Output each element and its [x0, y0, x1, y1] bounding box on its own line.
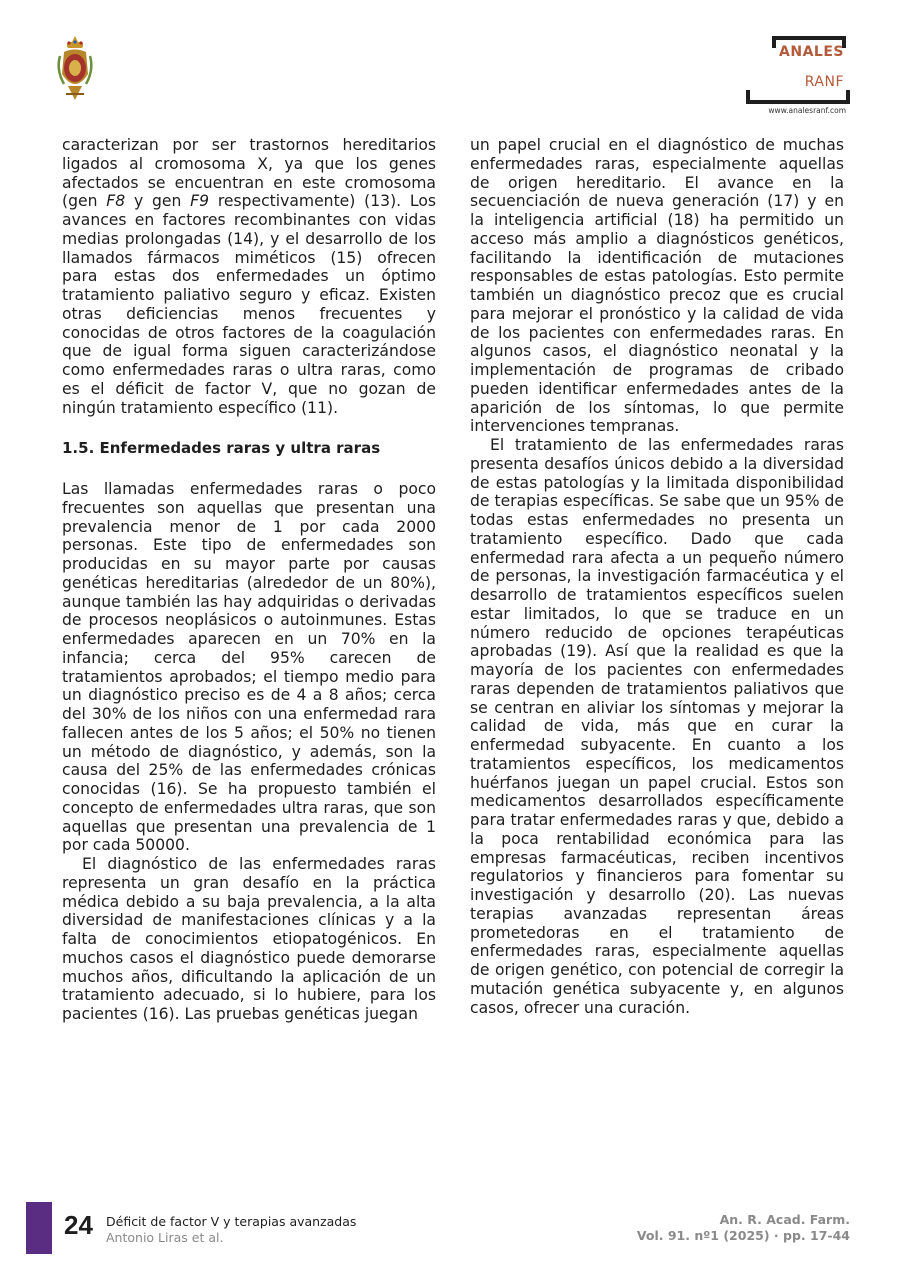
gene-name: F8 [106, 192, 126, 211]
journal-logo [742, 36, 850, 118]
running-authors: Antonio Liras et al. [106, 1230, 224, 1245]
academy-crest-logo [54, 34, 96, 106]
paragraph: Las llamadas enfermedades raras o poco frecuentes son aquellas que presentan una prevalencia menor de 1 por cada 2000 personas. Este tipo de enfermedades son producidas en su mayor parte por causas genéticas hereditarias (alrededor de un 80%), aunque también las hay adquiridas o derivadas de procesos neoplásicos o autoinmunes. Estas enfermedades aparecen en un 70% en la infancia; cerca del 95% carecen de tratamientos aprobados; el tiempo medio para un diagnóstico preciso es de 4 a 8 años; cerca del 30% de los niños con una enfermedad rara fallecen antes de los 5 años; el 50% no tienen un método de diagnóstico, y además, son la causa del 25% de las enfermedades crónicas conocidas (16). Se ha propuesto también el concepto de enfermedades ultra raras, que son aquellas que presentan una prevalencia de 1 por cada 50000. [62, 480, 436, 855]
paragraph: El tratamiento de las enfermedades raras presenta desafíos únicos debido a la diversidad de estas patologías y la limitada disponibilidad de terapias específicas. Se sabe que un 95% de todas estas enfermedades no presenta un tratamiento específico. Dado que cada enfermedad rara afecta a un pequeño número de personas, la investigación farmacéutica y el desarrollo de tratamientos específicos suelen estar limitados, lo que se traduce en un número reducido de opciones terapéuticas aprobadas (19). Así que la realidad es que la mayoría de los pacientes con enfermedades raras dependen de tratamientos paliativos que se centran en aliviar los síntomas y mejorar la calidad de vida, más que en curar la enfermedad subyacente. En cuanto a los tratamientos específicos, los medicamentos huérfanos juegan un papel crucial. Estos son medicamentos desarrollados específicamente para tratar enfermedades raras y que, debido a la poca rentabilidad económica para las empresas farmacéuticas, reciben incentivos regulatorios y financieros para fomentar su investigación y desarrollo (20). Las nuevas terapias avanzadas representan áreas prometedoras en el tratamiento de enfermedades raras, especialmente aquellas de origen genético, con potencial de corregir la mutación genética subyacente y, en algunos casos, ofrecer una curación. [470, 436, 844, 1017]
right-column [470, 136, 844, 1017]
page-number: 24 [64, 1210, 93, 1240]
logo-brand-sub: RANF [804, 74, 844, 90]
paragraph: El diagnóstico de las enfermedades raras representa un gran desafío en la práctica médica debido a su baja prevalencia, a la alta diversidad de manifestaciones clínicas y a la falta de conocimientos etiopatogénicos. En muchos casos el diagnóstico puede demorarse muchos años, dificultando la aplicación de un tratamiento adecuado, si lo hubiere, para los pacientes (16). Las pruebas genéticas juegan [62, 855, 436, 1023]
paragraph: caracterizan por ser trastornos hereditarios ligados al cromosoma X, ya que los genes afectados se encuentran en este cromosoma (gen F8 y gen F9 respectivamente) (13). Los avances en factores recombinantes con vidas medias prolongadas (14), y el desarrollo de los llamados fármacos miméticos (15) ofrecen para estas dos enfermedades un óptimo tratamiento paliativo seguro y eficaz. Existen otras deficiencias menos frecuentes y conocidas de otros factores de la coagulación que de igual forma siguen caracterizándose como enfermedades raras o ultra raras, como es el déficit de factor V, que no gozan de ningún tratamiento específico (11). [62, 136, 436, 417]
gene-name: F9 [190, 192, 210, 211]
paragraph: un papel crucial en el diagnóstico de muchas enfermedades raras, especialmente aquellas de origen hereditario. El avance en la secuenciación de nueva generación (17) y en la inteligencia artificial (18) ha permitido un acceso más amplio a diagnósticos genéticos, facilitando la identificación de mutaciones responsables de estas patologías. Esto permite también un diagnóstico precoz que es crucial para mejorar el pronóstico y la calidad de vida de los pacientes con enfermedades raras. En algunos casos, el diagnóstico neonatal y la implementación de programas de cribado pueden identificar enfermedades antes de la aparición de los síntomas, lo que permite intervenciones tempranas. [470, 136, 844, 436]
journal-volume: Vol. 91. nº1 (2025) · pp. 17-44 [636, 1228, 850, 1243]
running-title: Déficit de factor V y terapias avanzadas [106, 1214, 357, 1229]
left-column [62, 136, 436, 1024]
footer-accent-bar [26, 1202, 52, 1254]
journal-url: www.analesranf.com [768, 106, 846, 115]
journal-name: An. R. Acad. Farm. [719, 1212, 850, 1227]
section-heading: 1.5. Enfermedades raras y ultra raras [62, 439, 381, 458]
logo-brand-name: ANALES [779, 44, 844, 60]
logo-bracket-bottom [746, 90, 850, 104]
